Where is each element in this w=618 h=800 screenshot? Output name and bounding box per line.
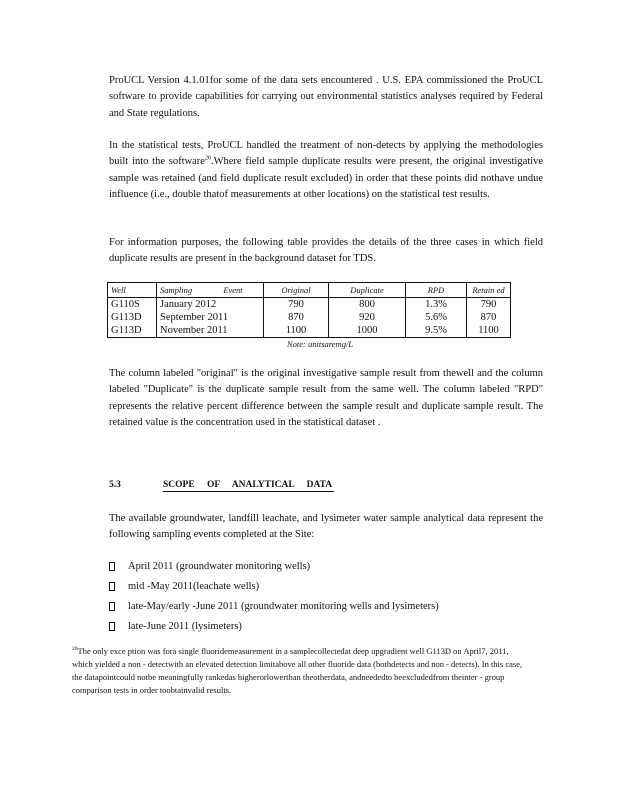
table-row	[108, 324, 511, 338]
cell-retained: 870	[467, 311, 511, 324]
cell-original: 870	[264, 311, 329, 324]
list-item-text: late-May/early -June 2011 (groundwater monitoring wells and lysimeters)	[128, 601, 439, 612]
duplicate-results-table	[107, 282, 511, 338]
cell-original: 1100	[264, 324, 329, 338]
header-sampling: Sampling	[157, 283, 204, 298]
cell-duplicate: 1000	[329, 324, 406, 338]
footnote	[72, 645, 530, 697]
cell-event: September 2011	[157, 311, 264, 324]
bullet-box-icon	[109, 602, 115, 611]
cell-well: G113D	[111, 325, 142, 336]
cell-rpd: 9.5%	[406, 324, 467, 338]
cell-event: January 2012	[157, 298, 264, 312]
header-event: Event	[203, 283, 264, 298]
footnote-marker: 20	[72, 646, 78, 653]
table-header-row	[108, 283, 511, 298]
cell-well: G113D	[111, 312, 142, 323]
cell-duplicate: 800	[329, 298, 406, 312]
table-row	[108, 311, 511, 324]
cell-original: 790	[264, 298, 329, 312]
paragraph-nondetect-text-1: In the statistical tests, ProUCL handled the treatment of non-detects by applying the methodologies built into the software	[109, 140, 543, 168]
header-retained: Retain ed	[467, 283, 511, 298]
paragraph-column-explanation: The column labeled "original" is the original investigative sample result from thewell and the column labeled "Duplicate" is the duplicate sample result from the same well. The column labeled "RPD" represents the relative percent difference between the sample result and duplicate sample result. The retained value is the concentration used in the statistical dataset .	[109, 368, 543, 428]
paragraph-nondetect-text-2: .Where field sample duplicate results were present, the original investigative sample was retained (and field duplicate result excluded) in order that these points did nothave undue influence (i.e., double thatof measurements at other locations) on the statistical test results.	[109, 156, 543, 200]
list-item-text: late-June 2011 (lysimeters)	[128, 621, 242, 632]
list-item-text: mid -May 2011(leachate wells)	[128, 581, 260, 592]
cell-retained: 790	[467, 298, 511, 312]
sampling-events-list	[109, 559, 539, 639]
section-title: SCOPE OF ANALYTICAL DATA	[163, 480, 333, 490]
cell-well: G110S	[111, 299, 140, 310]
cell-duplicate: 920	[329, 311, 406, 324]
cell-rpd: 1.3%	[406, 298, 467, 312]
cell-retained: 1100	[467, 324, 511, 338]
table-row	[108, 298, 511, 312]
list-item-text: April 2011 (groundwater monitoring wells)	[128, 561, 311, 572]
header-well: Well	[108, 283, 157, 298]
paragraph-table-intro: For information purposes, the following table provides the details of the three cases in which field duplicate results are present in the background dataset for TDS.	[109, 237, 543, 265]
paragraph-nondetect-treatment	[109, 138, 543, 203]
cell-rpd: 5.6%	[406, 311, 467, 324]
footnote-text: The only exce ption was fora single fluoridemeasurement in a samplecollectedat deep upgradient well G113D on April7, 2011, which yielded a non - detectwith an elevated detection limitabove all other fluoride data (bothdetects and non - detects). In this case, the datapointcould notbe meaningfully rankedas higherorlowerthan theotherdata, andneededto beexcludedfrom theinter - group comparison tests in order toobtainvalid results.	[72, 646, 523, 695]
list-item	[109, 599, 539, 619]
bullet-box-icon	[109, 582, 115, 591]
list-item	[109, 579, 539, 599]
header-original: Original	[264, 283, 329, 298]
list-item	[109, 559, 539, 579]
header-duplicate: Duplicate	[329, 283, 406, 298]
header-rpd: RPD	[406, 283, 467, 298]
paragraph-proucl-version: ProUCL Version 4.1.01for some of the data sets encountered . U.S. EPA commissioned the ProUCL software to provide capabilities for carrying out environmental statistics analyses required by Federal and State regulations.	[109, 75, 543, 119]
section-number: 5.3	[109, 480, 121, 490]
list-item	[109, 619, 539, 639]
table-note: Note: unitsaremg/L	[287, 339, 354, 349]
bullet-box-icon	[109, 562, 115, 571]
footnote-reference: 20	[204, 155, 211, 162]
cell-event: November 2011	[157, 324, 264, 338]
paragraph-sampling-events: The available groundwater, landfill leachate, and lysimeter water sample analytical data represent the following sampling events completed at the Site:	[109, 513, 543, 541]
bullet-box-icon	[109, 622, 115, 631]
